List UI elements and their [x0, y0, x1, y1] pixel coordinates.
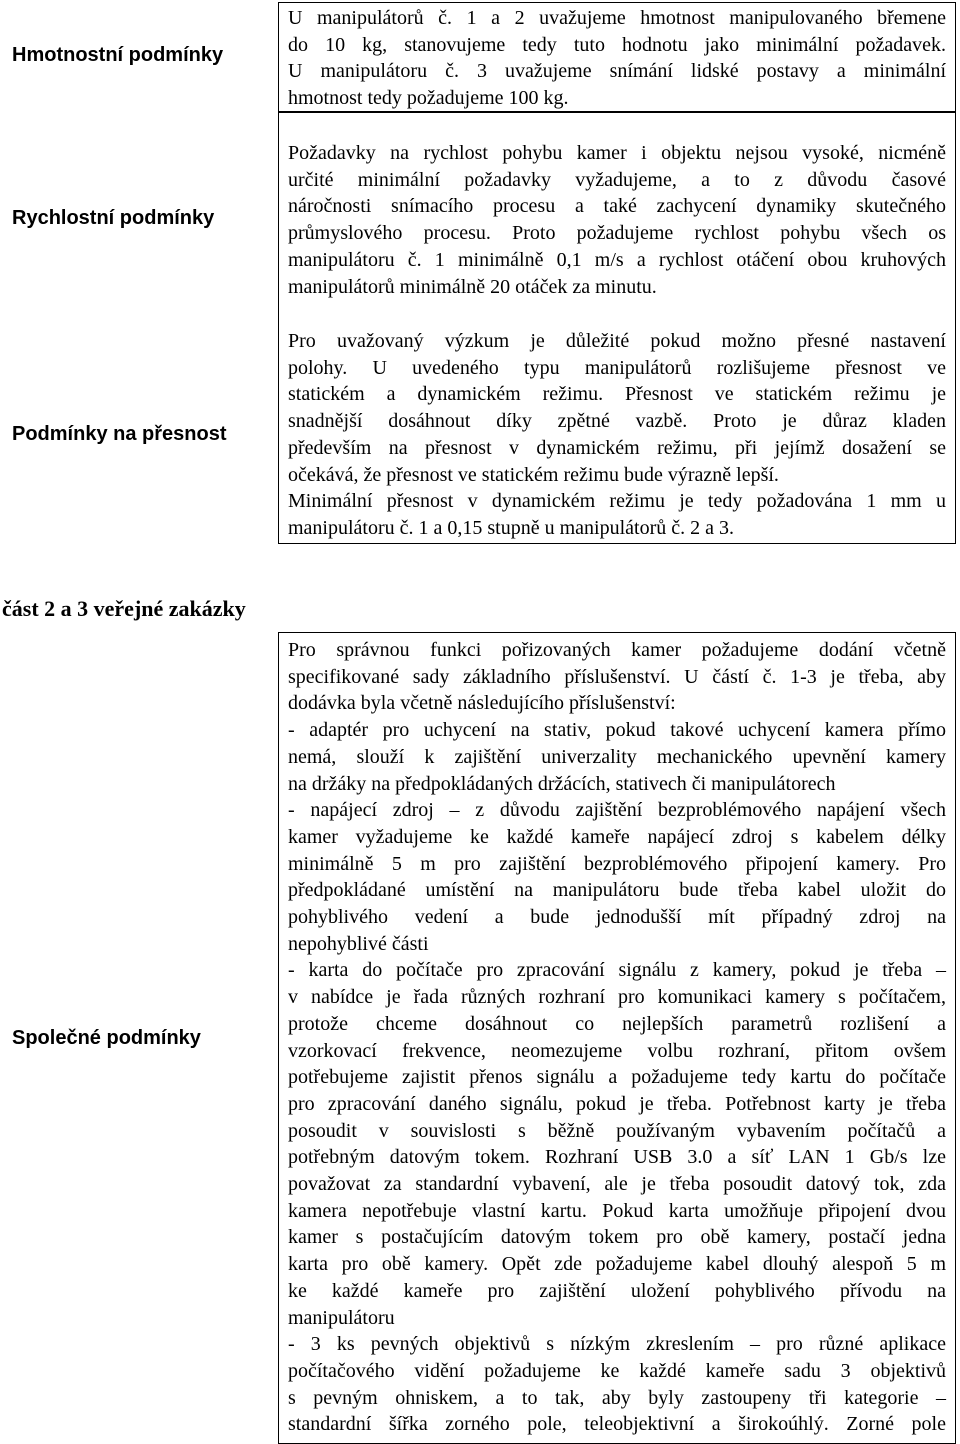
common-line-26: manipulátoru: [288, 1306, 395, 1329]
common-line-20: potřebným datovým tokem. Rozhraní USB 3.0 a síť LAN 1 Gb/s lze: [288, 1146, 946, 1169]
accuracy-line-4: snadnější dosáhnout díky zpětné vazbě. Proto je důraz kladen: [288, 410, 946, 433]
common-line-4: - adaptér pro uchycení na stativ, pokud takové uchycení kamera přímo: [288, 719, 946, 742]
common-line-16: vzorkovací frekvence, neomezujeme volbu rozhraní, přitom ovšem: [288, 1039, 946, 1062]
common-line-8: kamer vyžadujeme ke každé kameře napájecí zdroj s kabelem délky: [288, 825, 946, 848]
common-line-19: posoudit v souvislosti s běžně používaným vybavením počítačů a: [288, 1119, 946, 1142]
common-line-1: Pro správnou funkci pořizovaných kamer požadujeme dodání včetně: [288, 639, 946, 661]
common-line-2: specifikované sady základního příslušenství. U částí č. 1-3 je třeba, aby: [288, 665, 946, 688]
common-line-25: ke každé kameře pro zajištění uložení pohyblivého přívodu na: [288, 1279, 946, 1302]
common-line-18: pro zpracování daného signálu, pokud je třeba. Potřebnost karty je třeba: [288, 1092, 946, 1115]
speed-line-6: manipulátorů minimálně 20 otáček za minutu.: [288, 275, 657, 298]
common-line-29: s pevným ohniskem, a to tak, aby byly zastoupeny tři kategorie –: [288, 1386, 946, 1409]
row-label-mass: Hmotnostní podmínky: [12, 44, 224, 66]
common-line-7: - napájecí zdroj – z důvodu zajištění bezproblémového napájení všech: [288, 799, 946, 822]
speed-line-5: manipulátoru č. 1 minimálně 0,1 m/s a rychlost otáčení obou kruhových: [288, 248, 946, 271]
common-line-21: považovat za standardní vybavení, ale je třeba posoudit datový tok, zda: [288, 1173, 946, 1196]
speed-line-4: průmyslového procesu. Proto požadujeme rychlost pohybu všech os: [288, 222, 946, 245]
accuracy-line-2: polohy. U uvedeného typu manipulátorů rozlišujeme přesnost ve: [288, 356, 946, 379]
common-line-17: potřebujeme zajistit přenos signálu a požadujeme tedy kartu do počítače: [288, 1066, 946, 1089]
common-line-22: kamera nepotřebuje vlastní kartu. Pokud karta umožňuje připojení dvou: [288, 1199, 946, 1222]
common-line-3: dodávka byla včetně následujícího příslušenství:: [288, 692, 676, 715]
accuracy-line-8: manipulátoru č. 1 a 0,15 stupně u manipulátorů č. 2 a 3.: [288, 516, 735, 539]
common-line-5: nemá, slouží k zajištění univerzality mechanického upevnění kamery: [288, 745, 946, 768]
common-line-10: předpokládané umístění na manipulátoru bude třeba kabel uložit do: [288, 879, 946, 902]
speed-paragraph: [288, 140, 946, 300]
common-line-13: - karta do počítače pro zpracování signálu z kamery, pokud je třeba –: [288, 959, 946, 982]
common-line-6: na držáky na předpokládaných držácích, stativech či manipulátorech: [288, 772, 836, 795]
row-separator-1: [278, 111, 956, 113]
common-line-14: v nabídce je řada různých rozhraní pro komunikaci kamery s počítačem,: [288, 986, 946, 1009]
common-line-15: protože chceme dosáhnout co nejlepších parametrů rozlišení a: [288, 1012, 946, 1035]
common-line-24: karta pro obě kamery. Opět zde požadujeme kabel dlouhý alespoň 5 m: [288, 1253, 946, 1276]
common-line-12: nepohyblivé části: [288, 932, 429, 955]
common-line-27: - 3 ks pevných objektivů s nízkým zkreslením – pro různé aplikace: [288, 1333, 946, 1356]
mass-paragraph: [288, 5, 946, 112]
common-line-28: počítačového vidění požadujeme ke každé kameře sadu 3 objektivů: [288, 1359, 946, 1382]
common-line-11: pohyblivého vedení a bude jednodušší mít případný zdroj na: [288, 906, 946, 929]
accuracy-line-6: očekává, že přesnost ve statickém režimu bude výrazně lepší.: [288, 463, 779, 486]
accuracy-line-5: především na přesnost v dynamickém režimu, při jejímž dosažení se: [288, 436, 946, 459]
mass-line-4: hmotnost tedy požadujeme 100 kg.: [288, 87, 569, 110]
row-label-accuracy: Podmínky na přesnost: [12, 423, 227, 445]
accuracy-line-1: Pro uvažovaný výzkum je důležité pokud možno přesné nastavení: [288, 330, 946, 352]
mass-line-3: U manipulátoru č. 3 uvažujeme snímání lidské postavy a minimální: [288, 60, 946, 83]
common-paragraph: [288, 637, 946, 1438]
speed-line-3: náročnosti snímacího procesu a také zachycení dynamiky skutečného: [288, 195, 946, 218]
row-label-common: Společné podmínky: [12, 1027, 201, 1049]
accuracy-line-3: statickém a dynamickém režimu. Přesnost ve statickém režimu je: [288, 383, 946, 406]
mass-line-1: U manipulátorů č. 1 a 2 uvažujeme hmotnost manipulovaného břemene: [288, 7, 946, 29]
accuracy-paragraph: [288, 328, 946, 542]
mass-line-2: do 10 kg, stanovujeme tedy tuto hodnotu jako minimální požadavek.: [288, 33, 946, 56]
common-line-9: minimálně 5 m pro zajištění bezproblémového připojení kamery. Pro: [288, 852, 946, 875]
common-line-30: standardní šířka zorného pole, teleobjektivní a širokoúhlý. Zorné pole: [288, 1413, 946, 1436]
accuracy-line-7: Minimální přesnost v dynamickém režimu je tedy požadována 1 mm u: [288, 490, 946, 513]
common-line-23: kamer s postačujícím datovým tokem pro obě kamery, postačí jedna: [288, 1226, 946, 1249]
speed-line-2: určité minimální požadavky vyžadujeme, a to z důvodu časové: [288, 168, 946, 191]
section-heading: část 2 a 3 veřejné zakázky: [2, 596, 246, 621]
speed-line-1: Požadavky na rychlost pohybu kamer i objektu nejsou vysoké, nicméně: [288, 142, 946, 164]
row-label-speed: Rychlostní podmínky: [12, 207, 215, 229]
